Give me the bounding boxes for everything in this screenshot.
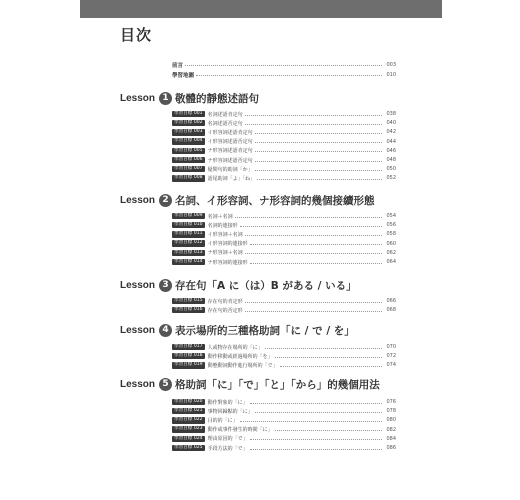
page-number: 054 bbox=[386, 213, 396, 219]
dotted-leader bbox=[245, 115, 382, 116]
learning-goal-tag: 學習目標 023 bbox=[174, 426, 203, 432]
learning-goal-tag: 學習目標 024 bbox=[174, 435, 203, 441]
page-number: 058 bbox=[386, 231, 396, 238]
lesson-heading[interactable] bbox=[120, 192, 420, 208]
toc-item[interactable] bbox=[172, 147, 396, 155]
page-number: 084 bbox=[386, 435, 396, 442]
toc-item-label: ナ形容詞述語否定句 bbox=[207, 157, 253, 164]
toc-item-label: 動作移動或經過場所的「を」 bbox=[207, 353, 273, 360]
lesson-word: Lesson bbox=[120, 279, 156, 291]
lesson-heading[interactable] bbox=[120, 376, 420, 392]
dotted-leader bbox=[245, 311, 382, 312]
lesson-number-badge: 2 bbox=[159, 194, 172, 207]
toc-item-label: 事物回歸點的「に」 bbox=[207, 408, 253, 415]
toc-item[interactable] bbox=[172, 297, 396, 305]
toc-item[interactable] bbox=[172, 407, 396, 415]
toc-intro-label: 學習地圖 bbox=[172, 72, 195, 79]
toc-item[interactable] bbox=[172, 416, 396, 424]
learning-goal-tag: 學習目標 001 bbox=[174, 110, 203, 116]
dotted-leader bbox=[196, 75, 382, 76]
lesson-title: 名詞、イ形容詞、ナ形容詞的幾個接續形態 bbox=[175, 194, 375, 207]
page-number: 044 bbox=[386, 138, 396, 145]
lesson-number-badge: 3 bbox=[159, 279, 172, 292]
learning-goal-tag: 學習目標 025 bbox=[174, 444, 203, 450]
page-number: 003 bbox=[386, 61, 396, 68]
page-number: 052 bbox=[386, 175, 396, 182]
dotted-leader bbox=[255, 170, 382, 171]
toc-item[interactable] bbox=[172, 165, 396, 173]
toc-item[interactable] bbox=[172, 361, 396, 369]
page-number: 046 bbox=[386, 147, 396, 154]
page-number: 060 bbox=[386, 240, 396, 247]
toc-item-label: 手段方法的「で」 bbox=[207, 445, 248, 452]
toc-item-label: イ形容詞的連接形 bbox=[207, 241, 248, 248]
learning-goal-tag: 學習目標 004 bbox=[174, 138, 203, 144]
page-number: 056 bbox=[386, 222, 396, 229]
toc-item[interactable] bbox=[172, 258, 396, 266]
toc-item[interactable] bbox=[172, 398, 396, 406]
page-number: 078 bbox=[386, 408, 396, 415]
dotted-leader bbox=[255, 161, 382, 162]
dotted-leader bbox=[250, 263, 382, 264]
toc-item-label: 名詞述語肯定句 bbox=[207, 111, 243, 118]
dotted-leader bbox=[250, 449, 382, 450]
toc-item[interactable] bbox=[172, 138, 396, 146]
dotted-leader bbox=[275, 430, 382, 431]
toc-item[interactable] bbox=[172, 119, 396, 127]
toc-item-label: 存在句的肯定形 bbox=[207, 298, 243, 305]
toc-intro-row[interactable] bbox=[172, 60, 396, 69]
page-number: 070 bbox=[386, 344, 396, 350]
lesson-title: 存在句「A に（は）B がある / いる」 bbox=[175, 279, 357, 292]
dotted-leader bbox=[250, 439, 382, 440]
lesson-number-badge: 5 bbox=[159, 378, 172, 391]
page-number: 040 bbox=[386, 120, 396, 127]
learning-goal-tag: 學習目標 016 bbox=[174, 306, 203, 312]
learning-goal-tag: 學習目標 007 bbox=[174, 165, 203, 171]
dotted-leader bbox=[235, 217, 382, 218]
page-number: 068 bbox=[386, 307, 396, 314]
learning-goal-tag: 學習目標 006 bbox=[174, 156, 203, 162]
dotted-leader bbox=[255, 412, 382, 413]
learning-goal-tag: 學習目標 020 bbox=[174, 398, 203, 404]
toc-item[interactable] bbox=[172, 343, 396, 351]
dotted-leader bbox=[185, 65, 382, 66]
page-number: 080 bbox=[386, 417, 396, 424]
toc-item[interactable] bbox=[172, 444, 396, 452]
toc-item[interactable] bbox=[172, 306, 396, 314]
learning-goal-tag: 學習目標 015 bbox=[174, 297, 203, 303]
toc-item-label: 語尾助詞「よ」「ね」 bbox=[207, 175, 256, 182]
page-number: 010 bbox=[386, 71, 396, 78]
learning-goal-tag: 學習目標 002 bbox=[174, 119, 203, 125]
toc-item-label: イ形容詞述語肯定句 bbox=[207, 129, 253, 136]
page-number: 066 bbox=[386, 298, 396, 304]
learning-goal-tag: 學習目標 005 bbox=[174, 147, 203, 153]
toc-item-label: 名詞＋名詞 bbox=[207, 213, 233, 220]
toc-item-label: 名詞述語否定句 bbox=[207, 120, 243, 127]
toc-item-label: 動作對象的「に」 bbox=[207, 399, 248, 406]
toc-item-label: ナ形容詞的連接形 bbox=[207, 259, 248, 266]
learning-goal-tag: 學習目標 017 bbox=[174, 343, 203, 349]
page-number: 074 bbox=[386, 362, 396, 369]
toc-item[interactable] bbox=[172, 240, 396, 248]
toc-item[interactable] bbox=[172, 156, 396, 164]
page-title: 目次 bbox=[120, 26, 153, 44]
learning-goal-tag: 學習目標 018 bbox=[174, 352, 203, 358]
learning-goal-tag: 學習目標 022 bbox=[174, 417, 203, 423]
toc-item-label: 名詞的連接形 bbox=[207, 222, 238, 229]
header-bar bbox=[80, 0, 442, 18]
page-number: 072 bbox=[386, 353, 396, 360]
toc-item[interactable] bbox=[172, 426, 396, 434]
lesson-title: 表示場所的三種格助詞「に / で / を」 bbox=[175, 324, 355, 337]
lesson-number-badge: 1 bbox=[159, 92, 172, 105]
toc-item[interactable] bbox=[172, 110, 396, 118]
page-number: 062 bbox=[386, 249, 396, 256]
page-number: 038 bbox=[386, 111, 396, 117]
lesson-title: 敬體的靜態述語句 bbox=[175, 92, 260, 105]
toc-item-label: 動作或事件發生的時間「に」 bbox=[207, 427, 273, 434]
dotted-leader bbox=[240, 226, 382, 227]
toc-item[interactable] bbox=[172, 249, 396, 257]
toc-item-label: 目的的「に」 bbox=[207, 417, 238, 424]
dotted-leader bbox=[250, 403, 382, 404]
learning-goal-tag: 學習目標 013 bbox=[174, 249, 203, 255]
toc-item-label: ナ形容詞＋名詞 bbox=[207, 250, 243, 257]
dotted-leader bbox=[250, 244, 382, 245]
toc-intro-label: 前言 bbox=[172, 62, 184, 69]
lesson-heading[interactable] bbox=[120, 90, 420, 106]
learning-goal-tag: 學習目標 009 bbox=[174, 212, 203, 218]
toc-item-label: イ形容詞述語否定句 bbox=[207, 139, 253, 146]
toc-item-label: 疑問句的助詞「か」 bbox=[207, 166, 253, 173]
dotted-leader bbox=[275, 357, 382, 358]
toc-item[interactable] bbox=[172, 352, 396, 360]
learning-goal-tag: 學習目標 010 bbox=[174, 221, 203, 227]
learning-goal-tag: 學習目標 021 bbox=[174, 407, 203, 413]
page-number: 082 bbox=[386, 426, 396, 433]
page-number: 076 bbox=[386, 399, 396, 405]
toc-item-label: イ形容詞＋名詞 bbox=[207, 231, 243, 238]
dotted-leader bbox=[257, 179, 382, 180]
dotted-leader bbox=[245, 235, 382, 236]
toc-item[interactable] bbox=[172, 128, 396, 136]
dotted-leader bbox=[245, 253, 382, 254]
learning-goal-tag: 學習目標 019 bbox=[174, 362, 203, 368]
dotted-leader bbox=[255, 142, 382, 143]
toc-item-label: 存在句的否定形 bbox=[207, 307, 243, 314]
lesson-heading[interactable] bbox=[120, 277, 420, 293]
toc-item-label: 人或物存在場所的「に」 bbox=[207, 344, 263, 351]
page-number: 064 bbox=[386, 259, 396, 265]
dotted-leader bbox=[245, 124, 382, 125]
dotted-leader bbox=[255, 151, 382, 152]
toc-intro-row[interactable] bbox=[172, 70, 396, 79]
learning-goal-tag: 學習目標 012 bbox=[174, 240, 203, 246]
toc-item[interactable] bbox=[172, 212, 396, 220]
dotted-leader bbox=[265, 348, 382, 349]
lesson-word: Lesson bbox=[120, 378, 156, 390]
lesson-number-badge: 4 bbox=[159, 324, 172, 337]
toc-item[interactable] bbox=[172, 221, 396, 229]
lesson-word: Lesson bbox=[120, 194, 156, 206]
dotted-leader bbox=[280, 366, 382, 367]
learning-goal-tag: 學習目標 008 bbox=[174, 175, 203, 181]
toc-item-label: 動態動詞動作進行場所的「で」 bbox=[207, 362, 278, 369]
page-number: 048 bbox=[386, 157, 396, 163]
page-number: 042 bbox=[386, 129, 396, 136]
learning-goal-tag: 學習目標 011 bbox=[174, 231, 203, 237]
dotted-leader bbox=[255, 133, 382, 134]
toc-item-label: 理由原因的「で」 bbox=[207, 436, 248, 443]
toc-item[interactable] bbox=[172, 435, 396, 443]
lesson-word: Lesson bbox=[120, 324, 156, 336]
toc-item-label: ナ形容詞述語肯定句 bbox=[207, 148, 253, 155]
toc-item[interactable] bbox=[172, 230, 396, 238]
learning-goal-tag: 學習目標 014 bbox=[174, 258, 203, 264]
lesson-word: Lesson bbox=[120, 92, 156, 104]
dotted-leader bbox=[240, 421, 382, 422]
page-number: 050 bbox=[386, 166, 396, 173]
page-number: 086 bbox=[386, 445, 396, 451]
lesson-title: 格助詞「に」「で」「と」「から」的幾個用法 bbox=[175, 378, 380, 391]
learning-goal-tag: 學習目標 003 bbox=[174, 129, 203, 135]
dotted-leader bbox=[245, 302, 382, 303]
lesson-heading[interactable] bbox=[120, 322, 420, 338]
toc-item[interactable] bbox=[172, 174, 396, 182]
